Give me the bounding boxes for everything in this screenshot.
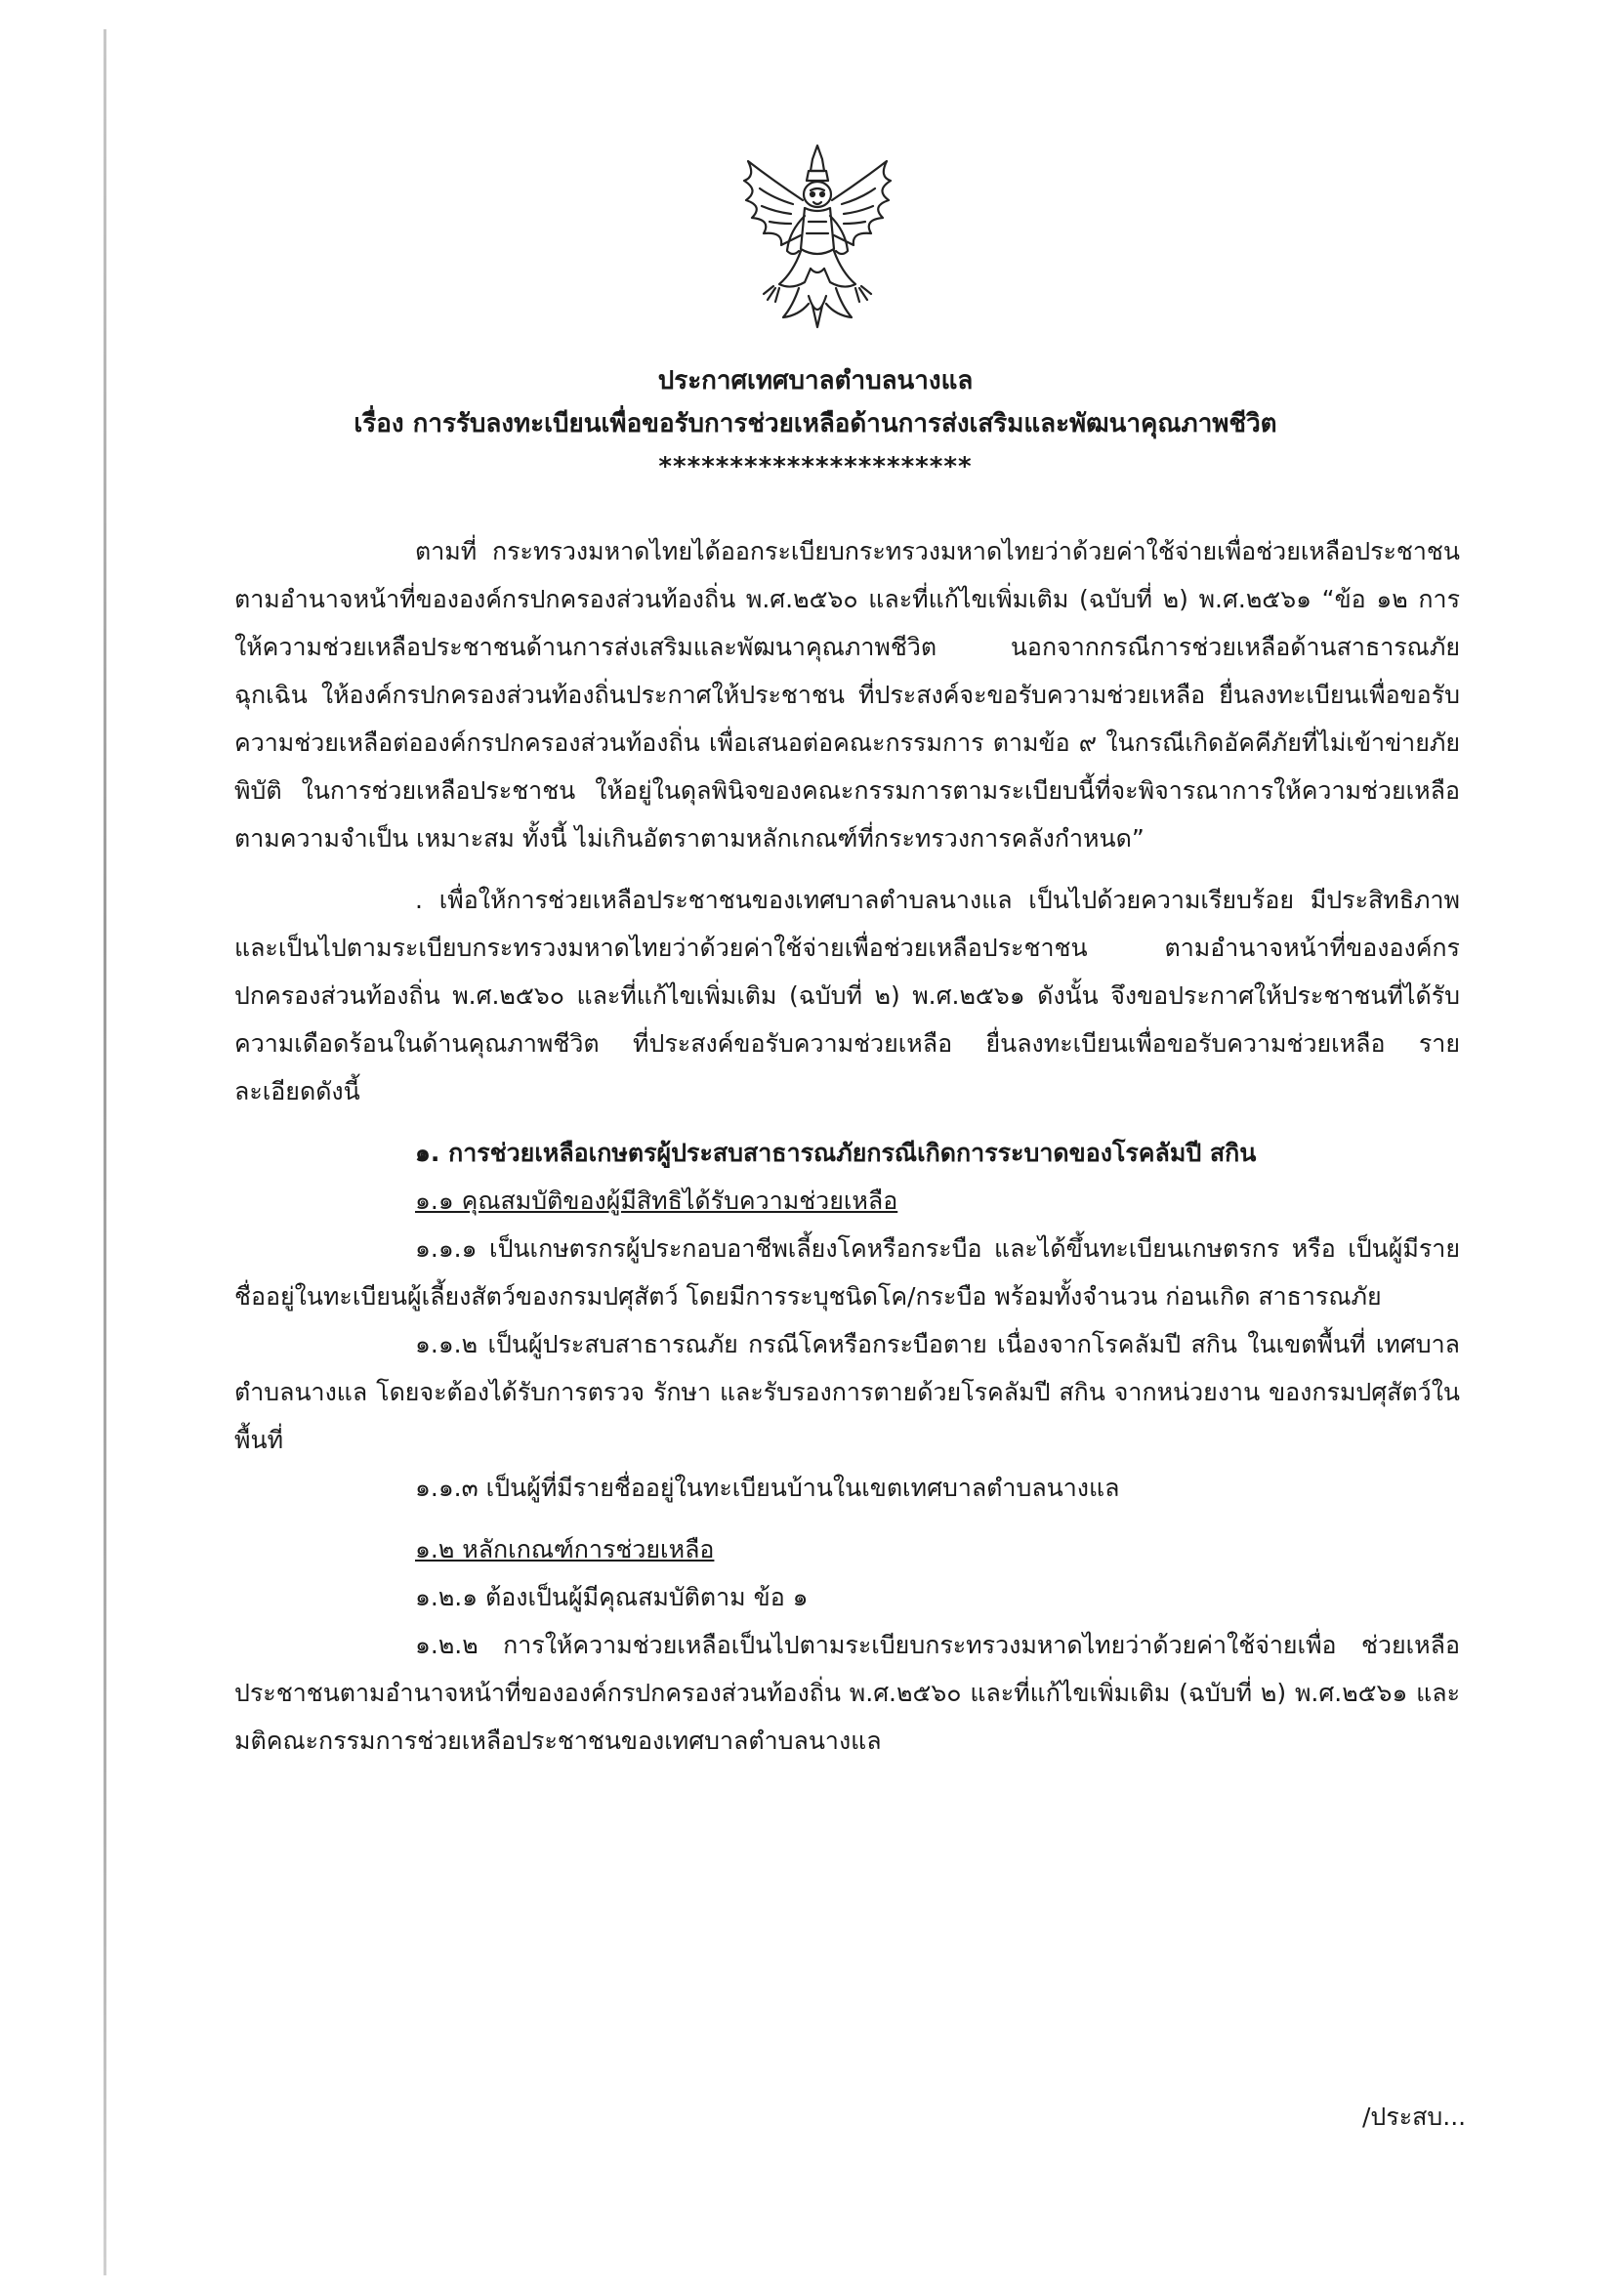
item-1-1-2: ๑.๑.๒ เป็นผู้ประสบสาธารณภัย กรณีโคหรือกระบือตาย เนื่องจากโรคลัมปี สกิน ในเขตพื้นที่ เทศบาลตำบลนางแล โดยจะต้องได้รับการตรวจ รักษา และรับรองการตายด้วยโรคลัมปี สกิน จากหน่วยงาน ของกรมปศุสัตว์ในพื้นที่ xyxy=(234,1330,1460,1454)
scan-margin-line xyxy=(104,29,106,2275)
item-1-2-2: ๑.๒.๒ การให้ความช่วยเหลือเป็นไปตามระเบียบกระทรวงมหาดไทยว่าด้วยค่าใช้จ่ายเพื่อ ช่วยเหลือประชาชนตามอำนาจหน้าที่ขององค์กรปกครองส่วนท้องถิ่น พ.ศ.๒๕๖๐ และที่แก้ไขเพิ่มเติม (ฉบับที่ ๒) พ.ศ.๒๕๖๑ และมติคณะกรรมการช่วยเหลือประชาชนของเทศบาลตำบลนางแล xyxy=(234,1631,1460,1755)
continuation-marker: /ประสบ... xyxy=(1362,2103,1467,2131)
item-1-2-1: ๑.๒.๑ ต้องเป็นผู้มีคุณสมบัติตาม ข้อ ๑ xyxy=(415,1583,809,1611)
paragraph-purpose: . เพื่อให้การช่วยเหลือประชาชนของเทศบาลตำบลนางแล เป็นไปด้วยความเรียบร้อย มีประสิทธิภาพ และเป็นไปตามระเบียบกระทรวงมหาดไทยว่าด้วยค่าใช้จ่ายเพื่อช่วยเหลือประชาชน ตามอำนาจหน้าที่ขององค์กรปกครองส่วนท้องถิ่น พ.ศ.๒๕๖๐ และที่แก้ไขเพิ่มเติม (ฉบับที่ ๒) พ.ศ.๒๕๖๑ ดังนั้น จึงขอประกาศให้ประชาชนที่ได้รับความเดือดร้อนในด้านคุณภาพชีวิต ที่ประสงค์ขอรับความช่วยเหลือ ยื่นลงทะเบียนเพื่อขอรับความช่วยเหลือ รายละเอียดดังนี้ xyxy=(234,886,1460,1105)
garuda-emblem-icon xyxy=(734,142,900,332)
subsection-1-2-heading: ๑.๒ หลักเกณฑ์การช่วยเหลือ xyxy=(415,1535,715,1563)
item-1-1-1: ๑.๑.๑ เป็นเกษตรกรผู้ประกอบอาชีพเลี้ยงโคหรือกระบือ และได้ขึ้นทะเบียนเกษตรกร หรือ เป็นผู้มีรายชื่ออยู่ในทะเบียนผู้เลี้ยงสัตว์ของกรมปศุสัตว์ โดยมีการระบุชนิดโค/กระบือ พร้อมทั้งจำนวน ก่อนเกิด สาธารณภัย xyxy=(234,1234,1460,1311)
paragraph-background: ตามที่ กระทรวงมหาดไทยได้ออกระเบียบกระทรวงมหาดไทยว่าด้วยค่าใช้จ่ายเพื่อช่วยเหลือประชาชน ตามอำนาจหน้าที่ขององค์กรปกครองส่วนท้องถิ่น พ.ศ.๒๕๖๐ และที่แก้ไขเพิ่มเติม (ฉบับที่ ๒) พ.ศ.๒๕๖๑ “ข้อ ๑๒ การให้ความช่วยเหลือประชาชนด้านการส่งเสริมและพัฒนาคุณภาพชีวิต นอกจากกรณีการช่วยเหลือด้านสาธารณภัยฉุกเฉิน ให้องค์กรปกครองส่วนท้องถิ่นประกาศให้ประชาชน ที่ประสงค์จะขอรับความช่วยเหลือ ยื่นลงทะเบียนเพื่อขอรับความช่วยเหลือต่อองค์กรปกครองส่วนท้องถิ่น เพื่อเสนอต่อคณะกรรมการ ตามข้อ ๙ ในกรณีเกิดอัคคีภัยที่ไม่เข้าข่ายภัยพิบัติ ในการช่วยเหลือประชาชน ให้อยู่ในดุลพินิจของคณะกรรมการตามระเบียบนี้ที่จะพิจารณาการให้ความช่วยเหลือตามความจำเป็น เหมาะสม ทั้งนี้ ไม่เกินอัตราตามหลักเกณฑ์ที่กระทรวงการคลังกำหนด” xyxy=(234,537,1460,853)
announcement-title: ประกาศเทศบาลตำบลนางแล xyxy=(657,366,974,396)
item-1-1-3: ๑.๑.๓ เป็นผู้ที่มีรายชื่ออยู่ในทะเบียนบ้านในเขตเทศบาลตำบลนางแล xyxy=(415,1474,1120,1502)
document-body xyxy=(234,527,1460,1765)
subsection-1-1-heading: ๑.๑ คุณสมบัติของผู้มีสิทธิได้รับความช่วยเหลือ xyxy=(415,1187,898,1215)
title-divider: ********************** xyxy=(658,452,973,481)
announcement-subject: เรื่อง การรับลงทะเบียนเพื่อขอรับการช่วยเหลือด้านการส่งเสริมและพัฒนาคุณภาพชีวิต xyxy=(354,409,1277,438)
section-1-heading: ๑. การช่วยเหลือเกษตรผู้ประสบสาธารณภัยกรณีเกิดการระบาดของโรคลัมปี สกิน xyxy=(415,1139,1257,1167)
